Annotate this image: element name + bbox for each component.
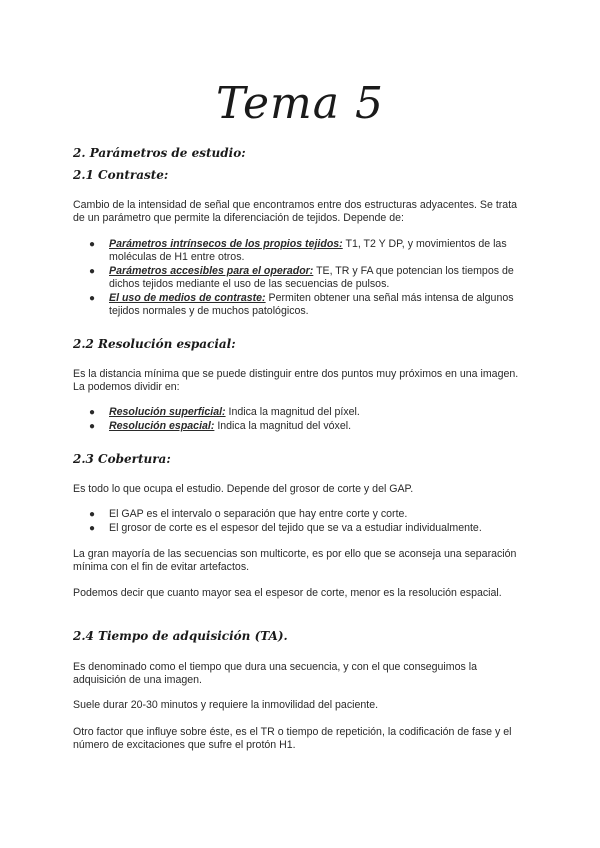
list-item xyxy=(73,522,528,535)
list-cobertura xyxy=(73,508,528,536)
list-item-term: El uso de medios de contraste: xyxy=(109,292,266,304)
paragraph-tiempo-definicion: Es denominado como el tiempo que dura una secuencia, y con el que conseguimos la adquisición de una imagen. xyxy=(73,661,477,686)
subsection-heading-2-2: 2.2 Resolución espacial: xyxy=(73,337,236,351)
bullet-icon: ● xyxy=(89,421,96,432)
paragraph-cobertura-espesor: Podemos decir que cuanto mayor sea el espesor de corte, menor es la resolución espacial. xyxy=(73,587,502,599)
list-item xyxy=(73,406,528,419)
list-contraste xyxy=(73,238,528,319)
list-item-text: El GAP es el intervalo o separación que hay entre corte y corte. xyxy=(109,508,408,520)
list-item xyxy=(73,265,528,291)
paragraph-contraste-intro: Cambio de la intensidad de señal que encontramos entre dos estructuras adyacentes. Se trata de un parámetro que permite la diferenciación de tejidos. Depende de: xyxy=(73,199,518,224)
list-item-text: TE, TR y FA que potencian los tiempos de dichos tejidos mediante el uso de las secuencias de pulsos. xyxy=(109,265,514,290)
list-item-text: T1, T2 Y DP, y movimientos de las moléculas de H1 entre otros. xyxy=(109,238,507,263)
list-item-text: Permiten obtener una señal más intensa de algunos tejidos normales y de muchos patológicos. xyxy=(109,292,514,317)
paragraph-cobertura-multicorte: La gran mayoría de las secuencias son multicorte, es por ello que se aconseja una separación mínima con el fin de evitar artefactos. xyxy=(73,548,517,573)
bullet-icon: ● xyxy=(89,293,96,304)
bullet-icon: ● xyxy=(89,509,96,520)
paragraph-cobertura-intro: Es todo lo que ocupa el estudio. Depende del grosor de corte y del GAP. xyxy=(73,483,414,495)
bullet-icon: ● xyxy=(89,523,96,534)
bullet-icon: ● xyxy=(89,266,96,277)
list-item-term: Parámetros intrínsecos de los propios tejidos: xyxy=(109,238,343,250)
paragraph-resolucion-intro: Es la distancia mínima que se puede distinguir entre dos puntos muy próximos en una imagen. La podemos dividir en: xyxy=(73,368,519,393)
list-item-term: Resolución espacial: xyxy=(109,420,215,432)
list-resolucion xyxy=(73,406,528,434)
paragraph-tiempo-factores: Otro factor que influye sobre éste, es el TR o tiempo de repetición, la codificación de fase y el número de excitaciones que sufre el protón H1. xyxy=(73,726,512,751)
list-item xyxy=(73,292,528,318)
list-item-text: El grosor de corte es el espesor del tejido que se va a estudiar individualmente. xyxy=(109,522,482,534)
subsection-heading-2-1: 2.1 Contraste: xyxy=(73,168,169,182)
section-heading-2: 2. Parámetros de estudio: xyxy=(73,146,246,160)
paragraph-tiempo-duracion: Suele durar 20-30 minutos y requiere la inmovilidad del paciente. xyxy=(73,699,379,711)
bullet-icon: ● xyxy=(89,407,96,418)
page-title: Tema 5 xyxy=(216,78,384,129)
subsection-heading-2-4: 2.4 Tiempo de adquisición (TA). xyxy=(73,629,288,643)
subsection-heading-2-3: 2.3 Cobertura: xyxy=(73,452,171,466)
list-item-term: Resolución superficial: xyxy=(109,406,226,418)
list-item-text: Indica la magnitud del vóxel. xyxy=(214,420,352,432)
list-item xyxy=(73,420,528,433)
list-item-text: Indica la magnitud del píxel. xyxy=(225,406,360,418)
list-item-term: Parámetros accesibles para el operador: xyxy=(109,265,314,277)
list-item xyxy=(73,508,528,521)
list-item xyxy=(73,238,528,264)
bullet-icon: ● xyxy=(89,239,96,250)
